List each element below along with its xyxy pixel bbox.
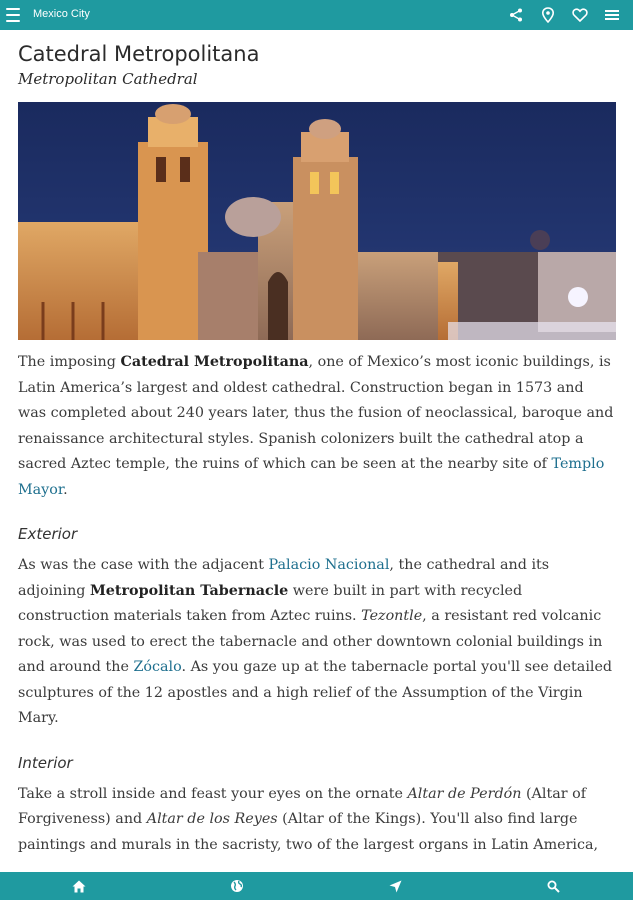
- link-palacio-nacional[interactable]: Palacio Nacional: [268, 557, 390, 573]
- link-zocalo[interactable]: Zócalo: [133, 659, 182, 675]
- share-icon[interactable]: [507, 6, 525, 24]
- heart-icon[interactable]: [571, 6, 589, 24]
- interior-paragraph: [18, 782, 616, 859]
- page-title: Catedral Metropolitana: [18, 42, 260, 66]
- navigation-icon[interactable]: [387, 877, 405, 895]
- article-content: [18, 32, 616, 858]
- page-subtitle: Metropolitan Cathedral: [18, 70, 198, 88]
- interior-text-3: (Altar of the Kings). You'll also find large paintings and murals in the sacristy, two of the largest organs in Latin America,: [18, 811, 599, 853]
- exterior-text-2: , the cathedral and its adjoining: [18, 557, 550, 599]
- bottom-nav: [0, 872, 633, 900]
- interior-italic-altar-reyes: Altar de los Reyes: [146, 811, 278, 827]
- menu-lines-icon[interactable]: [603, 6, 621, 24]
- interior-text-1: Take a stroll inside and feast your eyes on the ornate: [18, 785, 408, 802]
- app-title: Mexico City: [33, 8, 90, 20]
- home-icon[interactable]: [70, 877, 88, 895]
- intro-paragraph: [18, 350, 616, 503]
- app-header: [0, 0, 633, 30]
- intro-text-3: .: [63, 481, 68, 498]
- exterior-bold-tabernacle: Metropolitan Tabernacle: [89, 582, 289, 599]
- intro-bold-cathedral: Catedral Metropolitana: [120, 354, 309, 370]
- exterior-text-1: As was the case with the adjacent: [18, 557, 269, 573]
- hamburger-menu-icon[interactable]: [6, 8, 20, 22]
- globe-icon[interactable]: [228, 877, 246, 895]
- exterior-text-3: were built in part with recycled construction materials taken from Aztec ruins.: [18, 582, 523, 624]
- map-pin-icon[interactable]: [539, 6, 557, 24]
- exterior-paragraph: [18, 553, 616, 732]
- cathedral-photo: [18, 102, 616, 340]
- header-actions: [507, 6, 621, 24]
- interior-italic-altar-perdon: Altar de Perdón: [407, 785, 522, 802]
- section-heading-exterior: Exterior: [18, 525, 78, 543]
- interior-text-2: (Altar of Forgiveness) and: [18, 785, 587, 827]
- intro-text-1: The imposing: [18, 354, 121, 370]
- search-icon[interactable]: [545, 877, 563, 895]
- intro-text-2: , one of Mexico’s most iconic buildings, is Latin America’s largest and oldest cathedral. Construction began in 1573 and was completed about 240 years later, thus the fusion of neoclassical, baroque and renaissance architectural styles. Spanish colonizers built the cathedral atop a sacred Aztec temple, the ruins of which can be seen at the nearby site of: [18, 354, 614, 472]
- exterior-text-4: , a resistant red volcanic rock, was used to erect the tabernacle and other downtown colonial buildings in and around the: [18, 608, 603, 675]
- exterior-italic-tezontle: Tezontle: [361, 608, 423, 624]
- link-templo-mayor[interactable]: Templo Mayor: [18, 456, 605, 498]
- exterior-text-5: . As you gaze up at the tabernacle portal you'll see detailed sculptures of the 12 apostles and a high relief of the Assumption of the Virgin Mary.: [18, 659, 613, 726]
- section-heading-interior: Interior: [18, 753, 73, 772]
